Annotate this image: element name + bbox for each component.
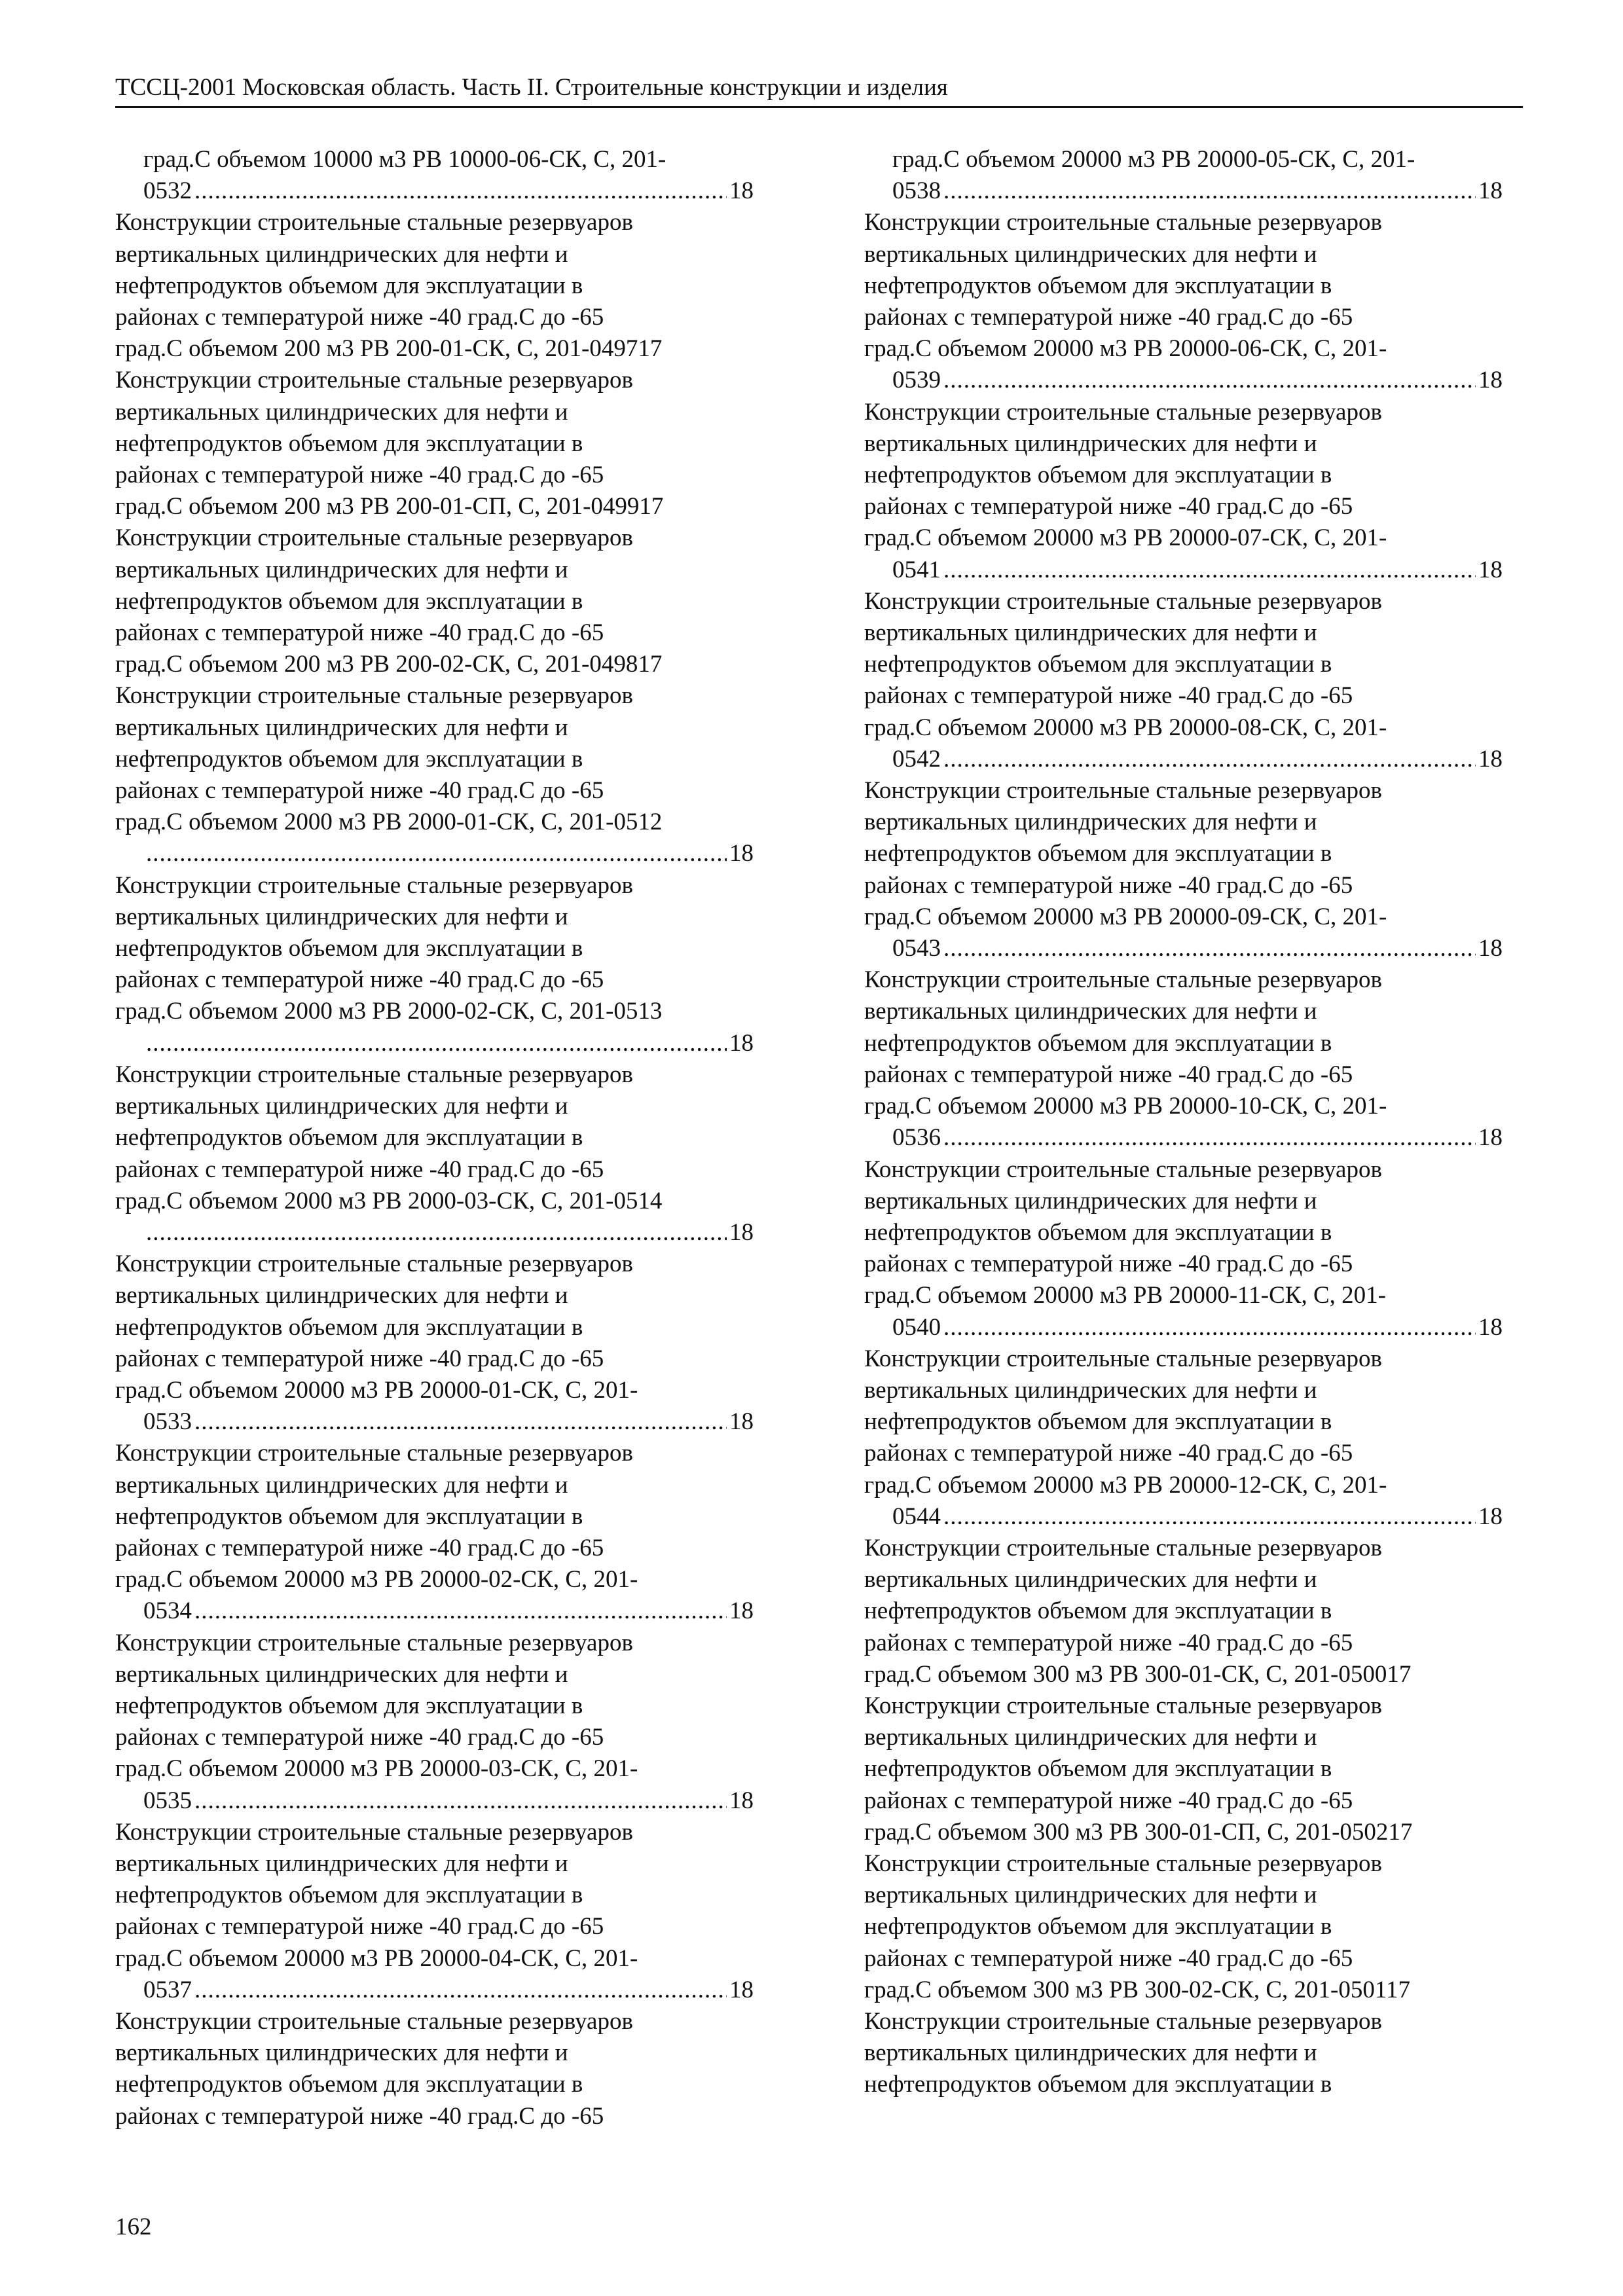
toc-entry-line: Конструкции строительные стальные резервуаров xyxy=(115,209,633,236)
dot-leader xyxy=(194,1406,727,1438)
toc-entry-line: Конструкции строительные стальные резервуаров xyxy=(115,1250,633,1278)
toc-entry-line: вертикальных цилиндрических для нефти и xyxy=(864,1724,1317,1751)
toc-leader-line xyxy=(143,1975,754,2006)
toc-entry-line: град.С объемом 200 м3 РВ 200-02-СК, С, 201-049817 xyxy=(115,651,663,678)
toc-code: 0534 xyxy=(143,1597,192,1625)
toc-code: 0542 xyxy=(892,745,941,773)
page-footer xyxy=(115,2212,152,2243)
toc-entry-line: Конструкции строительные стальные резервуаров xyxy=(864,1534,1382,1561)
toc-entry-line: Конструкции строительные стальные резервуаров xyxy=(115,1061,633,1088)
toc-entry-line: районах с температурой ниже -40 град.С до -65 xyxy=(115,619,604,647)
toc-entry-line: районах с температурой ниже -40 град.С до -65 xyxy=(864,493,1353,520)
toc-entry xyxy=(864,1154,1503,1343)
toc-entry xyxy=(864,1690,1503,1848)
toc-entry-line: Конструкции строительные стальные резервуаров xyxy=(864,398,1382,426)
dot-leader xyxy=(146,1028,727,1059)
toc-entry-line: вертикальных цилиндрических для нефти и xyxy=(115,556,568,583)
toc-entry xyxy=(115,522,754,680)
toc-code: 0532 xyxy=(143,177,192,205)
toc-entry xyxy=(115,144,754,207)
toc-entry-line: нефтепродуктов объемом для эксплуатации в xyxy=(864,651,1332,678)
toc-entry xyxy=(864,397,1503,586)
toc-entry xyxy=(864,1343,1503,1533)
toc-leader-line xyxy=(143,1785,754,1817)
toc-entry xyxy=(864,2006,1503,2101)
toc-entry xyxy=(864,207,1503,396)
dot-leader xyxy=(943,1312,1476,1343)
dot-leader xyxy=(194,1975,727,2006)
dot-leader xyxy=(943,175,1476,207)
toc-entry-line: град.С объемом 20000 м3 РВ 20000-05-СК, С, 201- xyxy=(892,146,1415,173)
toc-code: 0538 xyxy=(892,177,941,205)
toc-entry-line: Конструкции строительные стальные резервуаров xyxy=(864,587,1382,615)
toc-entry-line: вертикальных цилиндрических для нефти и xyxy=(864,429,1317,457)
toc-leader-line xyxy=(143,1217,754,1248)
toc-page-ref: 18 xyxy=(1478,177,1503,205)
toc-entry xyxy=(115,1248,754,1438)
toc-page-ref: 18 xyxy=(729,177,754,205)
toc-entry-line: нефтепродуктов объемом для эксплуатации в xyxy=(115,935,583,962)
toc-entry-line: град.С объемом 20000 м3 РВ 20000-07-СК, С, 201- xyxy=(864,524,1387,552)
toc-entry-line: нефтепродуктов объемом для эксплуатации в xyxy=(864,462,1332,489)
toc-entry-line: нефтепродуктов объемом для эксплуатации в xyxy=(115,745,583,773)
toc-entry-line: вертикальных цилиндрических для нефти и xyxy=(864,809,1317,836)
toc-code: 0537 xyxy=(143,1976,192,2003)
toc-entry-line: нефтепродуктов объемом для эксплуатации в xyxy=(115,1313,583,1341)
toc-leader-line xyxy=(143,838,754,869)
toc-entry xyxy=(864,1533,1503,1690)
toc-entry-line: град.С объемом 20000 м3 РВ 20000-06-СК, С, 201- xyxy=(864,335,1387,363)
toc-entry-line: вертикальных цилиндрических для нефти и xyxy=(864,1882,1317,1909)
toc-entry-line: вертикальных цилиндрических для нефти и xyxy=(115,398,568,426)
toc-leader-line xyxy=(892,1122,1503,1154)
toc-code: 0541 xyxy=(892,556,941,583)
toc-entry-line: град.С объемом 2000 м3 РВ 2000-02-СК, С, 201-0513 xyxy=(115,998,663,1025)
toc-entry-line: районах с температурой ниже -40 град.С до -65 xyxy=(115,2102,604,2130)
toc-entry-line: вертикальных цилиндрических для нефти и xyxy=(864,2039,1317,2067)
toc-leader-line xyxy=(143,1406,754,1438)
toc-entry-line: нефтепродуктов объемом для эксплуатации в xyxy=(115,1124,583,1152)
toc-entry xyxy=(864,586,1503,775)
toc-entry-line: районах с температурой ниже -40 град.С до -65 xyxy=(115,462,604,489)
dot-leader xyxy=(194,175,727,207)
toc-entry-line: нефтепродуктов объемом для эксплуатации в xyxy=(864,2071,1332,2098)
toc-page-ref: 18 xyxy=(1478,1313,1503,1341)
toc-entry-line: нефтепродуктов объемом для эксплуатации в xyxy=(864,1029,1332,1057)
toc-entry-line: Конструкции строительные стальные резервуаров xyxy=(115,367,633,394)
dot-leader xyxy=(943,365,1476,396)
toc-entry xyxy=(864,144,1503,207)
toc-entry xyxy=(115,870,754,1059)
toc-entry-line: районах с температурой ниже -40 град.С до -65 xyxy=(864,1629,1353,1656)
toc-entry-line: вертикальных цилиндрических для нефти и xyxy=(864,1376,1317,1404)
toc-leader-line xyxy=(892,1501,1503,1533)
toc-leader-line xyxy=(892,1312,1503,1343)
toc-code: 0536 xyxy=(892,1124,941,1152)
toc-entry-line: град.С объемом 2000 м3 РВ 2000-01-СК, С, 201-0512 xyxy=(115,809,663,836)
toc-page-ref: 18 xyxy=(1478,935,1503,962)
toc-entry-line: вертикальных цилиндрических для нефти и xyxy=(864,1187,1317,1214)
toc-entry-line: районах с температурой ниже -40 град.С до -65 xyxy=(864,1250,1353,1278)
toc-entry-line: нефтепродуктов объемом для эксплуатации в xyxy=(115,272,583,299)
toc-code: 0539 xyxy=(892,367,941,394)
toc-entry-line: град.С объемом 20000 м3 РВ 20000-11-СК, С, 201- xyxy=(864,1282,1386,1309)
toc-page-ref: 18 xyxy=(1478,1503,1503,1530)
toc-entry-line: Конструкции строительные стальные резервуаров xyxy=(864,1692,1382,1719)
toc-entry-line: Конструкции строительные стальные резервуаров xyxy=(115,1629,633,1656)
toc-column-right xyxy=(864,144,1503,2101)
dot-leader xyxy=(943,1501,1476,1533)
toc-page-ref: 18 xyxy=(729,1408,754,1436)
dot-leader xyxy=(943,744,1476,775)
toc-entry xyxy=(115,680,754,869)
toc-entry-line: нефтепродуктов объемом для эксплуатации в xyxy=(864,272,1332,299)
toc-leader-line xyxy=(892,555,1503,586)
dot-leader xyxy=(146,838,727,869)
toc-entry-line: град.С объемом 300 м3 РВ 300-01-СК, С, 201-050017 xyxy=(864,1660,1412,1688)
toc-entry-line: Конструкции строительные стальные резервуаров xyxy=(864,1156,1382,1183)
toc-entry-line: вертикальных цилиндрических для нефти и xyxy=(115,714,568,741)
toc-entry-line: нефтепродуктов объемом для эксплуатации в xyxy=(115,1692,583,1719)
toc-entry-line: районах с температурой ниже -40 град.С до -65 xyxy=(115,304,604,331)
toc-entry-line: град.С объемом 20000 м3 РВ 20000-03-СК, С, 201- xyxy=(115,1755,638,1783)
toc-entry-line: нефтепродуктов объемом для эксплуатации в xyxy=(864,1755,1332,1783)
toc-entry-line: Конструкции строительные стальные резервуаров xyxy=(115,1818,633,1846)
toc-leader-line xyxy=(892,933,1503,964)
toc-code: 0533 xyxy=(143,1408,192,1436)
toc-page-ref: 18 xyxy=(729,1597,754,1625)
toc-entry-line: Конструкции строительные стальные резервуаров xyxy=(115,871,633,899)
toc-entry-line: районах с температурой ниже -40 град.С до -65 xyxy=(115,1724,604,1751)
toc-entry-line: Конструкции строительные стальные резервуаров xyxy=(864,1850,1382,1877)
toc-entry xyxy=(115,1817,754,2006)
toc-page-ref: 18 xyxy=(1478,367,1503,394)
toc-code: 0543 xyxy=(892,935,941,962)
toc-leader-line xyxy=(143,1028,754,1059)
dot-leader xyxy=(943,933,1476,964)
toc-entry-line: районах с температурой ниже -40 град.С до -65 xyxy=(115,777,604,805)
toc-entry xyxy=(115,207,754,365)
toc-leader-line xyxy=(143,1595,754,1627)
toc-entry-line: районах с температурой ниже -40 град.С до -65 xyxy=(864,1440,1353,1467)
dot-leader xyxy=(943,555,1476,586)
toc-entry-line: нефтепродуктов объемом для эксплуатации в xyxy=(115,587,583,615)
toc-entry-line: град.С объемом 300 м3 РВ 300-01-СП, С, 201-050217 xyxy=(864,1818,1413,1846)
toc-entry-line: вертикальных цилиндрических для нефти и xyxy=(864,619,1317,647)
dot-leader xyxy=(194,1595,727,1627)
toc-entry-line: град.С объемом 20000 м3 РВ 20000-08-СК, С, 201- xyxy=(864,714,1387,741)
toc-entry xyxy=(864,964,1503,1154)
dot-leader xyxy=(146,1217,727,1248)
toc-entry-line: районах с температурой ниже -40 град.С до -65 xyxy=(864,1944,1353,1972)
toc-entry-line: Конструкции строительные стальные резервуаров xyxy=(864,966,1382,994)
toc-entry xyxy=(115,2006,754,2132)
toc-entry-line: Конструкции строительные стальные резервуаров xyxy=(864,1345,1382,1372)
toc-entry-line: вертикальных цилиндрических для нефти и xyxy=(115,1850,568,1877)
toc-entry-line: град.С объемом 2000 м3 РВ 2000-03-СК, С, 201-0514 xyxy=(115,1187,663,1214)
toc-entry-line: вертикальных цилиндрических для нефти и xyxy=(864,998,1317,1025)
toc-entry-line: Конструкции строительные стальные резервуаров xyxy=(115,682,633,710)
toc-page-ref: 18 xyxy=(1478,745,1503,773)
toc-leader-line xyxy=(143,175,754,207)
toc-code: 0535 xyxy=(143,1787,192,1814)
toc-entry-line: Конструкции строительные стальные резервуаров xyxy=(115,2007,633,2035)
toc-page-ref: 18 xyxy=(729,1976,754,2003)
toc-leader-line xyxy=(892,365,1503,396)
toc-entry-line: вертикальных цилиндрических для нефти и xyxy=(115,2039,568,2067)
toc-entry xyxy=(115,1438,754,1627)
toc-entry-line: нефтепродуктов объемом для эксплуатации в xyxy=(115,429,583,457)
toc-page-ref: 18 xyxy=(1478,1124,1503,1152)
toc-page-ref: 18 xyxy=(729,1029,754,1057)
toc-entry-line: нефтепродуктов объемом для эксплуатации в xyxy=(115,1882,583,1909)
dot-leader xyxy=(194,1785,727,1817)
toc-entry-line: град.С объемом 200 м3 РВ 200-01-СП, С, 201-049917 xyxy=(115,493,664,520)
toc-entry-line: град.С объемом 20000 м3 РВ 20000-10-СК, С, 201- xyxy=(864,1093,1387,1120)
toc-entry-line: град.С объемом 20000 м3 РВ 20000-12-СК, С, 201- xyxy=(864,1471,1387,1499)
toc-entry-line: вертикальных цилиндрических для нефти и xyxy=(115,1093,568,1120)
toc-entry-line: Конструкции строительные стальные резервуаров xyxy=(115,1440,633,1467)
toc-leader-line xyxy=(892,744,1503,775)
toc-entry-line: Конструкции строительные стальные резервуаров xyxy=(115,524,633,552)
toc-entry-line: вертикальных цилиндрических для нефти и xyxy=(115,240,568,268)
header-title: ТССЦ-2001 Московская область. Часть II. Строительные конструкции и изделия xyxy=(115,74,948,101)
toc-leader-line xyxy=(892,175,1503,207)
toc-code: 0544 xyxy=(892,1503,941,1530)
toc-entry-line: нефтепродуктов объемом для эксплуатации в xyxy=(864,1913,1332,1941)
toc-page-ref: 18 xyxy=(729,840,754,867)
toc-entry-line: град.С объемом 20000 м3 РВ 20000-02-СК, С, 201- xyxy=(115,1566,638,1594)
toc-entry-line: нефтепродуктов объемом для эксплуатации в xyxy=(115,2071,583,2098)
toc-entry-line: град.С объемом 300 м3 РВ 300-02-СК, С, 201-050117 xyxy=(864,1976,1410,2003)
page-number: 162 xyxy=(115,2214,152,2240)
toc-entry-line: град.С объемом 20000 м3 РВ 20000-09-СК, С, 201- xyxy=(864,903,1387,930)
toc-entry-line: вертикальных цилиндрических для нефти и xyxy=(115,1660,568,1688)
toc-page-ref: 18 xyxy=(729,1787,754,1814)
toc-entry-line: нефтепродуктов объемом для эксплуатации в xyxy=(864,1408,1332,1436)
toc-entry-line: нефтепродуктов объемом для эксплуатации в xyxy=(115,1503,583,1530)
toc-entry-line: районах с температурой ниже -40 град.С до -65 xyxy=(864,871,1353,899)
toc-entry-line: град.С объемом 20000 м3 РВ 20000-01-СК, С, 201- xyxy=(115,1376,638,1404)
toc-entry-line: вертикальных цилиндрических для нефти и xyxy=(115,903,568,930)
toc-entry-line: град.С объемом 200 м3 РВ 200-01-СК, С, 201-049717 xyxy=(115,335,663,363)
toc-code: 0540 xyxy=(892,1313,941,1341)
toc-entry-line: вертикальных цилиндрических для нефти и xyxy=(864,1566,1317,1594)
toc-entry-line: районах с температурой ниже -40 град.С до -65 xyxy=(864,1061,1353,1088)
toc-page-ref: 18 xyxy=(729,1218,754,1246)
toc-entry-line: Конструкции строительные стальные резервуаров xyxy=(864,2007,1382,2035)
toc-entry xyxy=(115,1059,754,1248)
page-header xyxy=(115,72,1523,108)
toc-entry-line: районах с температурой ниже -40 град.С до -65 xyxy=(864,304,1353,331)
toc-entry-line: вертикальных цилиндрических для нефти и xyxy=(115,1471,568,1499)
toc-entry-line: вертикальных цилиндрических для нефти и xyxy=(115,1282,568,1309)
toc-entry xyxy=(115,1628,754,1817)
toc-entry-line: районах с температурой ниже -40 град.С до -65 xyxy=(115,966,604,994)
toc-entry-line: районах с температурой ниже -40 град.С до -65 xyxy=(115,1345,604,1372)
dot-leader xyxy=(943,1122,1476,1154)
toc-entry-line: районах с температурой ниже -40 град.С до -65 xyxy=(864,682,1353,710)
toc-entry-line: град.С объемом 20000 м3 РВ 20000-04-СК, С, 201- xyxy=(115,1944,638,1972)
toc-entry-line: нефтепродуктов объемом для эксплуатации в xyxy=(864,840,1332,867)
toc-entry-line: районах с температурой ниже -40 град.С до -65 xyxy=(864,1787,1353,1814)
toc-entry xyxy=(115,365,754,522)
toc-entry-line: нефтепродуктов объемом для эксплуатации в xyxy=(864,1597,1332,1625)
toc-entry-line: районах с температурой ниже -40 град.С до -65 xyxy=(115,1913,604,1941)
toc-entry xyxy=(864,775,1503,964)
toc-entry-line: районах с температурой ниже -40 град.С до -65 xyxy=(115,1156,604,1183)
toc-entry-line: Конструкции строительные стальные резервуаров xyxy=(864,777,1382,805)
toc-page-ref: 18 xyxy=(1478,556,1503,583)
toc-entry xyxy=(864,1848,1503,2006)
toc-entry-line: вертикальных цилиндрических для нефти и xyxy=(864,240,1317,268)
toc-entry-line: нефтепродуктов объемом для эксплуатации в xyxy=(864,1218,1332,1246)
toc-entry-line: Конструкции строительные стальные резервуаров xyxy=(864,209,1382,236)
toc-column-left xyxy=(115,144,754,2132)
toc-entry-line: районах с температурой ниже -40 град.С до -65 xyxy=(115,1534,604,1561)
toc-entry-line: град.С объемом 10000 м3 РВ 10000-06-СК, С, 201- xyxy=(143,146,666,173)
